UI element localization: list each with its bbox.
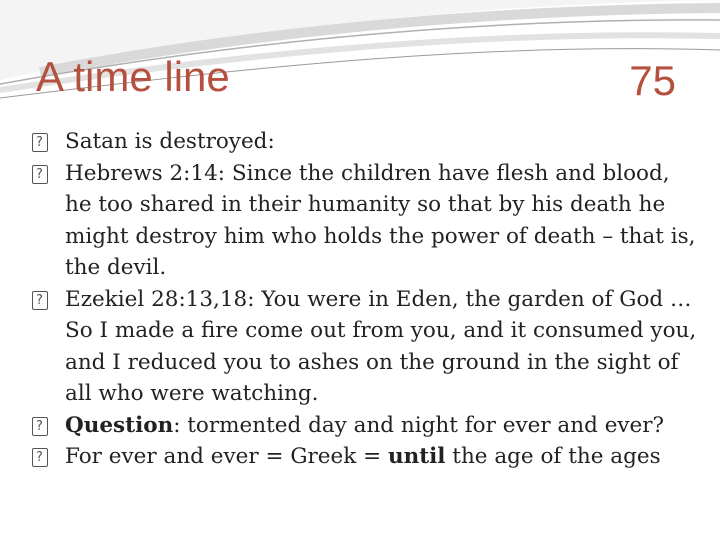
bullet-item: [32, 158, 702, 284]
missing-glyph-box-icon: [32, 291, 48, 310]
bullet-text: Hebrews 2:14: Since the children have flesh and blood, he too shared in their humanity so that by his death he might destroy him who holds the power of death – that is, the devil.: [65, 160, 696, 280]
bullet-bold-text: until: [387, 444, 446, 469]
bullet-bold-text: Question: [65, 412, 174, 438]
slide-number: 75: [629, 57, 676, 104]
slide-title: A time line: [36, 53, 230, 100]
bullet-text: the age of the ages: [445, 444, 661, 469]
missing-glyph-box-icon: [32, 448, 48, 467]
missing-glyph-box-icon: [32, 133, 48, 152]
missing-glyph-box-icon: [32, 417, 48, 436]
bullet-text: Ezekiel 28:13,18: You were in Eden, the garden of God … So I made a fire come out from you, and it consumed you, and I reduced you to ashes on the ground in the sight of all who were watching.: [65, 286, 697, 406]
bullet-item: [32, 410, 702, 442]
slide-body: [32, 126, 702, 473]
bullet-text: For ever and ever = Greek =: [65, 444, 388, 469]
bullet-item: [32, 126, 702, 158]
bullet-text: Satan is destroyed:: [65, 129, 275, 154]
bullet-text: : tormented day and night for ever and ever?: [173, 412, 665, 438]
bullet-item: [32, 284, 702, 410]
bullet-item: [32, 441, 702, 473]
missing-glyph-box-icon: [32, 165, 48, 184]
